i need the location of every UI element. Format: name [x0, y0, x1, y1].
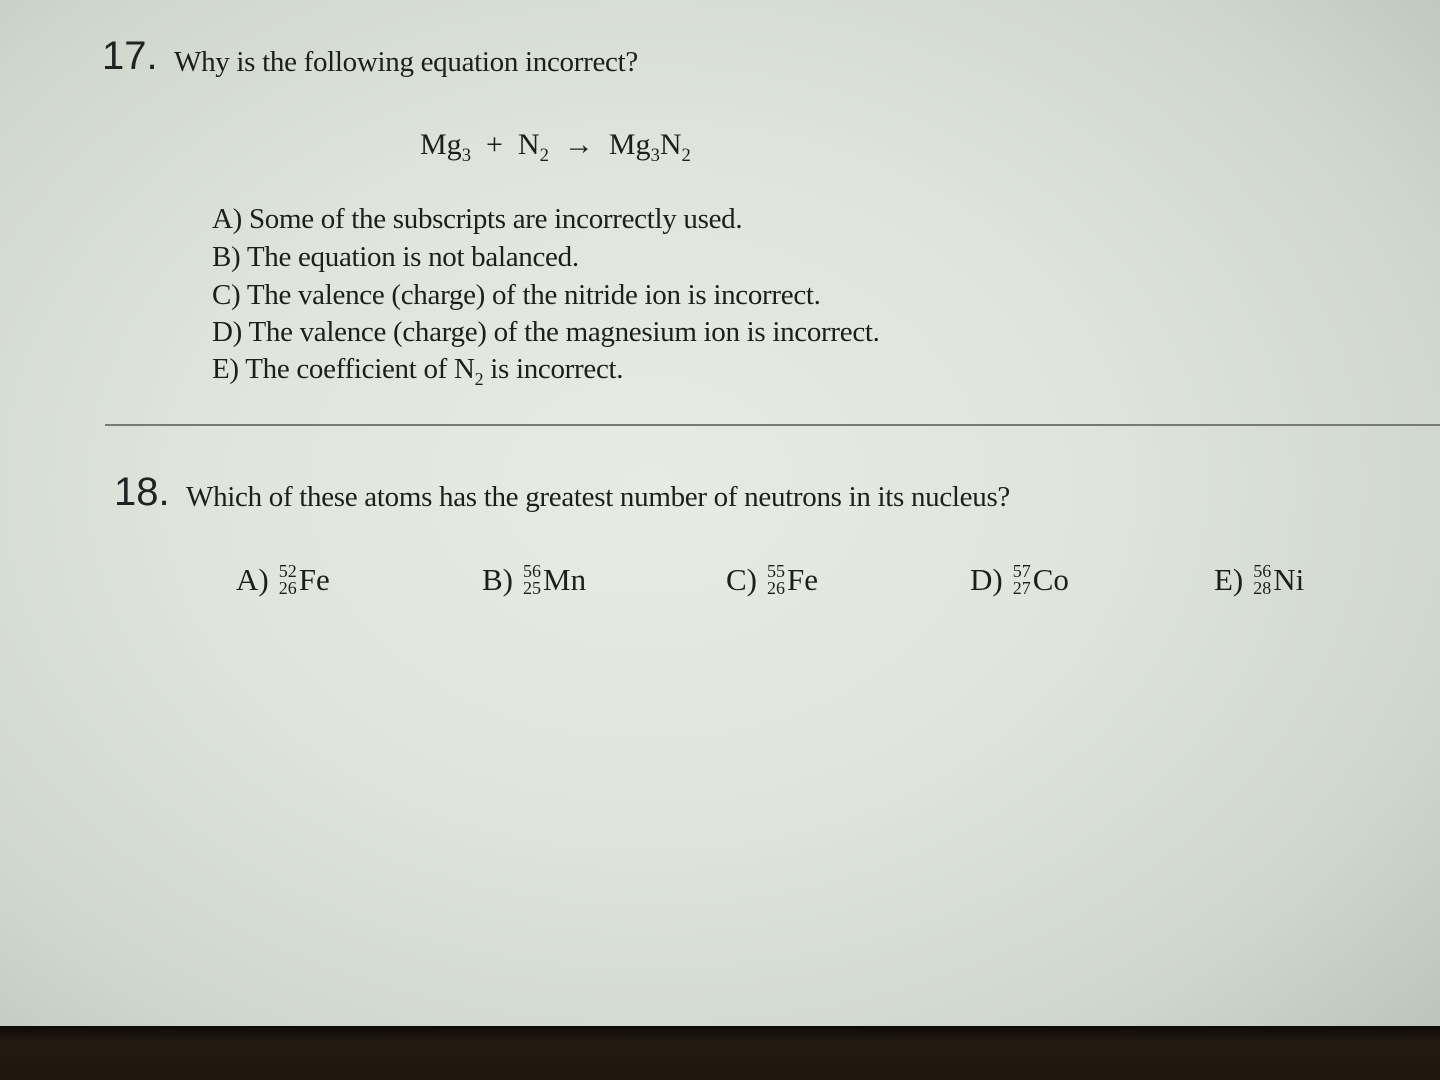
q17-option-d	[212, 316, 880, 349]
nuclide-notation	[1013, 563, 1031, 597]
atomic-number: 25	[523, 578, 541, 598]
option-label: A)	[212, 203, 243, 235]
nuclide-notation	[767, 563, 785, 597]
product-part-1-subscript: 3	[650, 145, 660, 166]
mass-number: 56	[523, 561, 541, 581]
q17-option-a	[212, 203, 742, 236]
question-18-number: 18.	[114, 470, 170, 514]
element-symbol: Co	[1032, 562, 1069, 597]
option-label: D)	[970, 562, 1003, 597]
product-part-2-subscript: 2	[681, 145, 691, 166]
option-text: Some of the subscripts are incorrectly used.	[248, 203, 743, 235]
mass-number: 52	[278, 561, 297, 581]
option-label: B)	[212, 241, 241, 273]
option-text: The valence (charge) of the nitride ion is incorrect.	[246, 279, 821, 311]
plus-sign: +	[485, 128, 503, 161]
option-label: E)	[212, 353, 239, 385]
product-part-1: Mg	[608, 128, 651, 161]
reactant-1-subscript: 3	[461, 145, 471, 166]
mass-number: 56	[1253, 561, 1272, 581]
question-18-text: Which of these atoms has the greatest number of neutrons in its nucleus?	[186, 481, 1011, 513]
option-subscript: 2	[474, 368, 484, 389]
atomic-number: 26	[278, 578, 297, 598]
chemical-equation	[420, 128, 691, 167]
element-symbol: Fe	[787, 562, 818, 597]
monitor-bezel	[0, 1026, 1440, 1080]
option-label: B)	[482, 562, 513, 597]
reactant-2: N	[517, 128, 540, 161]
question-divider	[105, 424, 1440, 426]
element-symbol: Ni	[1273, 562, 1305, 597]
question-17-number: 17.	[102, 34, 158, 78]
element-symbol: Fe	[298, 562, 330, 597]
option-label: E)	[1214, 562, 1244, 597]
q18-option-d	[970, 562, 1069, 598]
q18-option-c	[726, 562, 818, 598]
option-label: A)	[236, 562, 269, 597]
nuclide-notation	[279, 563, 297, 597]
q18-option-b	[482, 562, 586, 598]
question-17-text: Why is the following equation incorrect?	[174, 46, 638, 78]
option-label: C)	[726, 562, 757, 597]
atomic-number: 26	[767, 578, 785, 598]
mass-number: 57	[1012, 561, 1031, 581]
q17-option-c	[212, 279, 821, 312]
option-label: D)	[212, 316, 243, 348]
reactant-2-subscript: 2	[539, 145, 549, 166]
q17-option-b	[212, 241, 579, 274]
option-text: The valence (charge) of the magnesium ion is incorrect.	[248, 316, 880, 348]
q18-option-a	[236, 562, 330, 598]
q17-option-e	[212, 353, 623, 390]
q18-option-e	[1214, 562, 1304, 598]
product-part-2: N	[659, 128, 682, 161]
element-symbol: Mn	[543, 562, 587, 597]
nuclide-notation	[1253, 563, 1271, 597]
mass-number: 55	[767, 561, 785, 581]
option-text: The equation is not balanced.	[246, 241, 579, 273]
reaction-arrow-icon: →	[563, 128, 594, 161]
reactant-1: Mg	[420, 128, 462, 161]
nuclide-notation	[523, 563, 541, 597]
atomic-number: 27	[1012, 578, 1031, 598]
option-text: The coefficient of N	[245, 353, 475, 385]
option-text-end: is incorrect.	[483, 353, 624, 385]
option-label: C)	[212, 279, 241, 311]
atomic-number: 28	[1253, 578, 1272, 598]
